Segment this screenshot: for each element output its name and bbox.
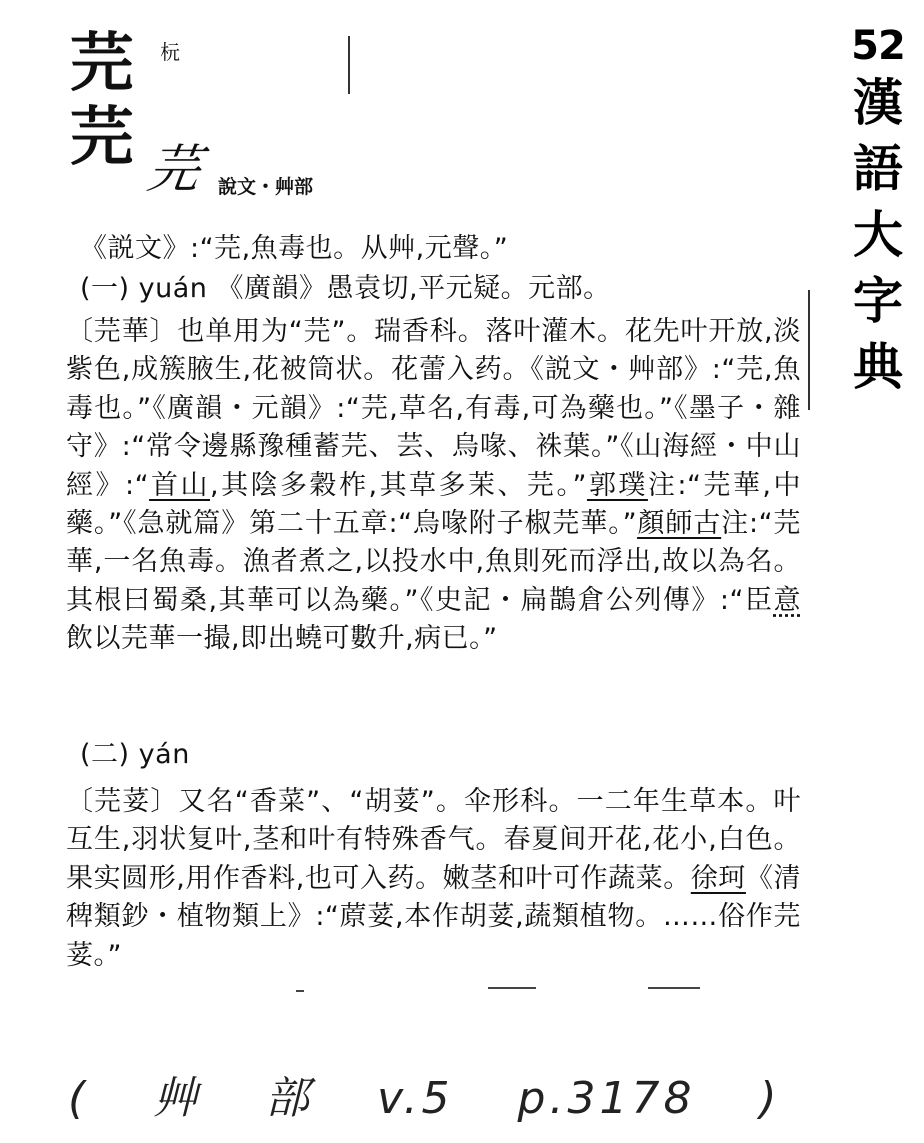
- place-name: 首山: [149, 469, 211, 501]
- para-text: ,其陰多穀柞,其草多茉、芫。”: [210, 469, 587, 501]
- person-name: 郭璞: [586, 469, 648, 501]
- column-rule-top: [348, 36, 350, 94]
- handwritten-reference-note: ( 艸 部 v.5 p.3178 ): [68, 1073, 781, 1124]
- person-name: 徐珂: [690, 862, 746, 894]
- variant-form: 杬: [160, 40, 180, 64]
- para-text: 注:“芫華,一名魚毒。漁者煮之,以投水中,魚則死而浮出,故以為名。其根曰蜀桑,其華可以為藥。”《史記・扁鵲倉公列傳》:“臣: [66, 508, 802, 616]
- sense-marker: (二): [80, 739, 130, 770]
- title-char: 大: [853, 206, 903, 264]
- seal-script-form: 芫: [143, 140, 205, 200]
- person-name: 意: [773, 584, 801, 616]
- pinyin: yán: [138, 739, 190, 770]
- headword-large-2: 芫: [70, 101, 132, 175]
- sense-2-heading: [80, 736, 815, 774]
- title-char: 字: [853, 272, 903, 330]
- pinyin: yuán: [138, 273, 208, 304]
- scan-artifact-dash: [296, 990, 304, 992]
- phonology-note: 《廣韻》愚袁切,平元疑。元部。: [216, 273, 611, 304]
- volume-number: 52: [851, 23, 905, 69]
- para-text: 《清稗類鈔・植物類上》:“蒝荽,本作胡荽,蔬類植物。……俗作芫荽。”: [66, 862, 802, 971]
- para-text: 注:“芫華,中藥。”《急就篇》第二十五章:“烏喙附子椒芫華。”: [66, 469, 801, 540]
- dictionary-title-block: [846, 22, 910, 400]
- title-char: 漢: [853, 74, 903, 132]
- sense-1-heading: [80, 270, 815, 308]
- sense-1-paragraph: [66, 313, 801, 659]
- para-text: 〔芫華〕也单用为“芫”。瑞香科。落叶灌木。花先叶开放,淡紫色,成簇腋生,花被筒状。花蕾入药。《説文・艸部》:“芫,魚毒也。”《廣韻・元韻》:“芫,草名,有毒,可為藥也。”《墨子・雜守》:“常令邊縣豫種蓄芫、芸、烏喙、袾葉。”《山海經・中山經》:“: [66, 316, 801, 501]
- title-char: 語: [853, 140, 903, 198]
- scan-artifact-dash: [488, 987, 536, 989]
- para-text: 〔芫荽〕又名“香菜”、“胡荽”。伞形科。一二年生草本。叶互生,羽状复叶,茎和叶有特殊香气。春夏间开花,花小,白色。果实圆形,用作香料,也可入药。嫩茎和叶可作蔬菜。: [66, 786, 801, 894]
- seal-source-caption: 說文・艸部: [218, 176, 314, 198]
- sense-2-paragraph: [66, 783, 801, 975]
- scan-artifact-dash: [648, 987, 700, 989]
- sense-marker: (一): [80, 273, 130, 304]
- para-text: 飲以芫華一撮,即出蟯可數升,病已。”: [66, 623, 498, 655]
- person-name: 顏師古: [637, 508, 722, 540]
- title-char: 典: [853, 338, 903, 396]
- shuowen-citation: 《説文》:“芫,魚毒也。从艸,元聲。”: [80, 233, 509, 264]
- headword-large-1: 芫: [70, 27, 132, 101]
